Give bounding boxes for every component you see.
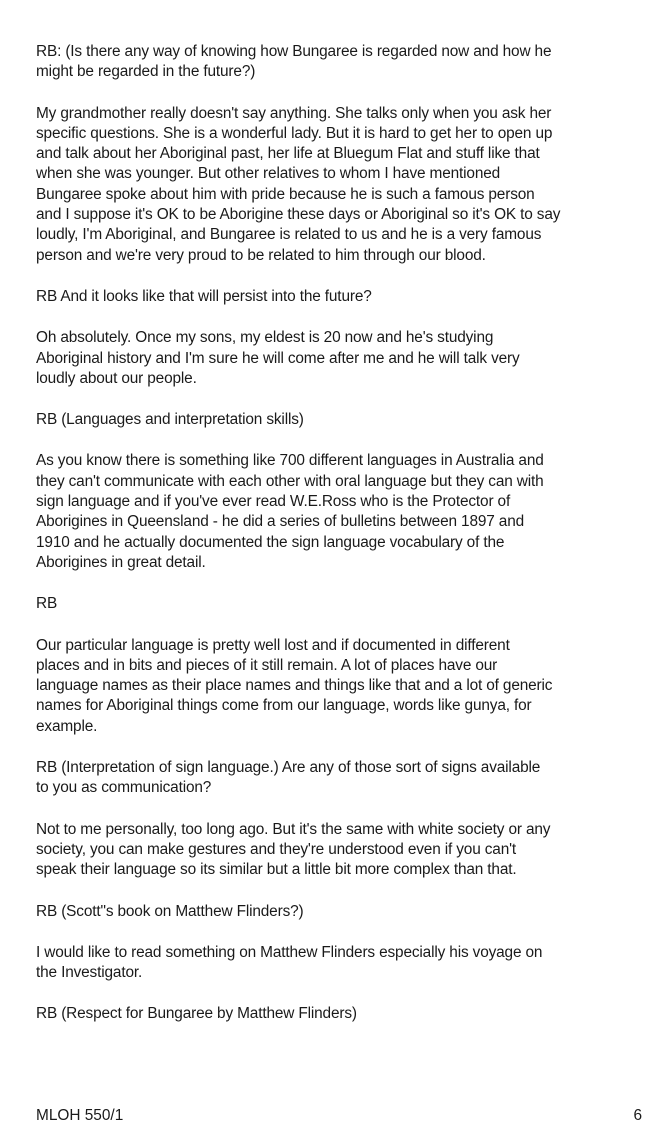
paragraph-question-scott-book: RB (Scott"s book on Matthew Flinders?) — [36, 902, 304, 920]
transcript-body — [36, 42, 642, 1046]
paragraph-answer-grandmother: My grandmother really doesn't say anything. She talks only when you ask her specific questions. She is a wonderful lady. But it is hard to get her to open up and talk about her Aboriginal past, her life at Bluegum Flat and stuff like that when she was younger. But other relatives to whom I have mentioned Bungaree spoke about him with pride because he is such a famous person and I suppose it's OK to be Aborigine these days or Aboriginal so it's OK to say loudly, I'm Aboriginal, and Bungaree is related to us and he is a very famous person and we're very proud to be related to him through our blood. — [36, 104, 561, 264]
paragraph-question-languages: RB (Languages and interpretation skills) — [36, 411, 304, 429]
paragraph-answer-sons: Oh absolutely. Once my sons, my eldest is 20 now and he's studying Aboriginal history and I'm sure he will come after me and he will talk very loudly about our people. — [36, 329, 520, 387]
paragraph-question-respect: RB (Respect for Bungaree by Matthew Flinders) — [36, 1005, 357, 1023]
paragraph-question-future: RB And it looks like that will persist into the future? — [36, 287, 372, 305]
page-footer — [36, 1106, 642, 1126]
document-reference: MLOH 550/1 — [36, 1107, 124, 1124]
paragraph-question-regard: RB: (Is there any way of knowing how Bungaree is regarded now and how he might be regarded in the future?) — [36, 43, 552, 81]
paragraph-question-sign-language: RB (Interpretation of sign language.) Are any of those sort of signs available to you as communication? — [36, 759, 541, 797]
paragraph-answer-languages: As you know there is something like 700 different languages in Australia and they can't communicate with each other with oral language but they can with sign language and if you've ever read W.E.Ross who is the Protector of Aborigines in Queensland - he did a series of bulletins between 1897 and 1910 and he actually documented the sign language vocabulary of the Aborigines in great detail. — [36, 452, 544, 571]
paragraph-answer-investigator: I would like to read something on Matthew Flinders especially his voyage on the Investigator. — [36, 943, 543, 982]
paragraph-answer-gestures: Not to me personally, too long ago. But it's the same with white society or any society, you can make gestures and they're understood even if you can't speak their language so its similar but a little bit more complex than that. — [36, 820, 551, 879]
page-number: 6 — [633, 1107, 642, 1124]
paragraph-answer-particular-language: Our particular language is pretty well lost and if documented in different places and in bits and pieces of it still remain. A lot of places have our language names as their place names and things like that and a lot of generic names for Aboriginal things come from our language, words like gunya, for example. — [36, 636, 553, 735]
paragraph-rb: RB — [36, 595, 58, 613]
